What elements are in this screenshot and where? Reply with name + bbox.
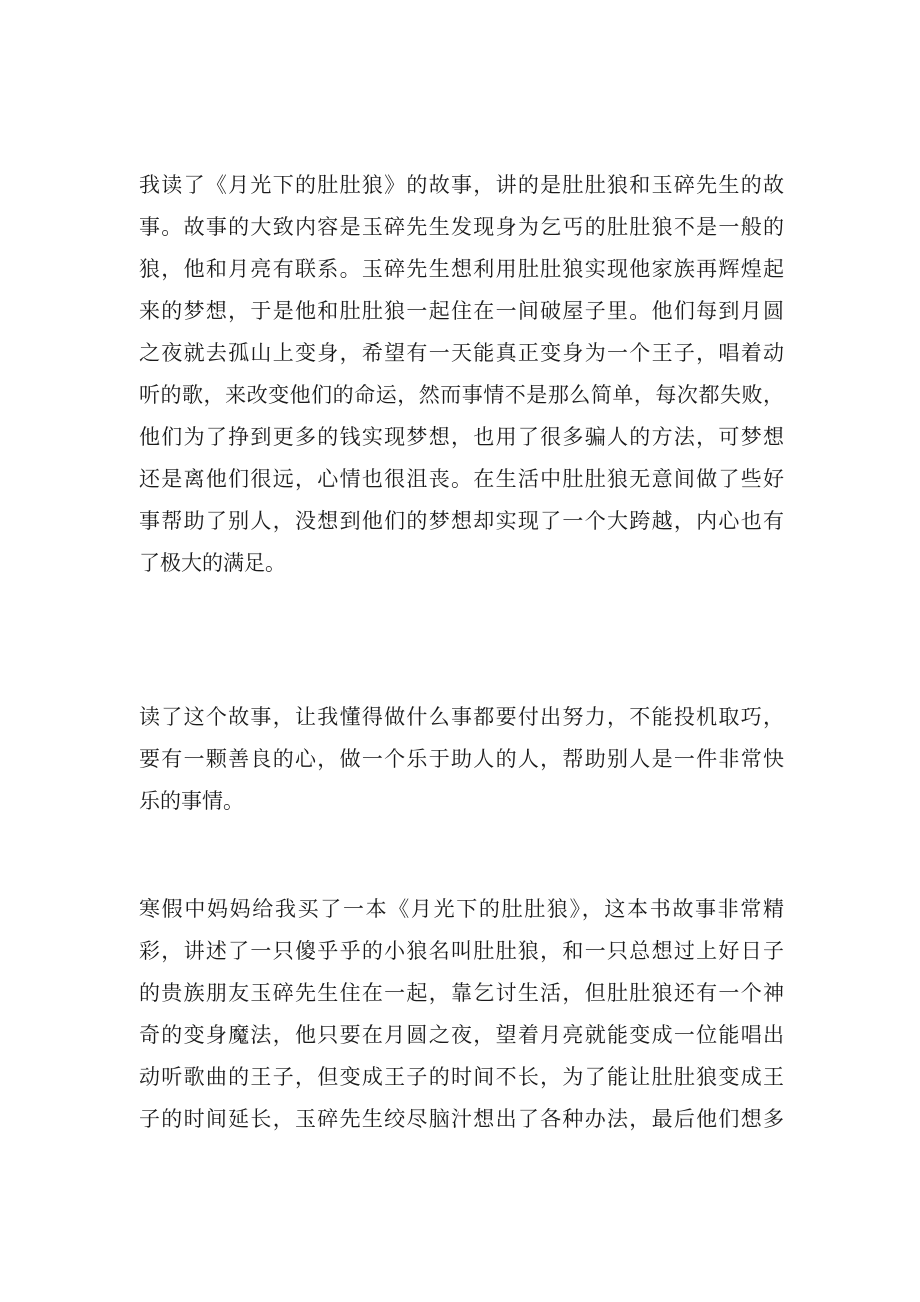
text-line: 了极大的满足。 bbox=[139, 551, 286, 575]
text-line: 乐的事情。 bbox=[139, 789, 244, 813]
text-line: 事帮助了别人，没想到他们的梦想却实现了一个大跨越，内心也有 bbox=[139, 509, 784, 533]
text-line: 我读了《月光下的肚肚狼》的故事，讲的是肚肚狼和玉碎先生的故 bbox=[139, 173, 784, 197]
text-line: 之夜就去孤山上变身，希望有一天能真正变身为一个王子，唱着动 bbox=[139, 341, 784, 365]
text-line: 彩，讲述了一只傻乎乎的小狼名叫肚肚狼，和一只总想过上好日子 bbox=[139, 939, 784, 963]
text-line: 听的歌，来改变他们的命运，然而事情不是那么简单，每次都失败， bbox=[139, 383, 784, 407]
paragraph-3 bbox=[139, 888, 784, 1140]
text-line: 来的梦想，于是他和肚肚狼一起住在一间破屋子里。他们每到月圆 bbox=[139, 299, 784, 323]
text-line: 动听歌曲的王子，但变成王子的时间不长，为了能让肚肚狼变成王 bbox=[139, 1065, 784, 1089]
text-line: 奇的变身魔法，他只要在月圆之夜，望着月亮就能变成一位能唱出 bbox=[139, 1023, 784, 1047]
text-line: 事。故事的大致内容是玉碎先生发现身为乞丐的肚肚狼不是一般的 bbox=[139, 215, 784, 239]
text-line: 的贵族朋友玉碎先生住在一起，靠乞讨生活，但肚肚狼还有一个神 bbox=[139, 981, 784, 1005]
paragraph-2 bbox=[139, 696, 784, 822]
text-line: 子的时间延长，玉碎先生绞尽脑汁想出了各种办法，最后他们想多 bbox=[139, 1107, 784, 1131]
text-line: 他们为了挣到更多的钱实现梦想，也用了很多骗人的方法，可梦想 bbox=[139, 425, 784, 449]
paragraph-1 bbox=[139, 164, 784, 584]
text-line: 寒假中妈妈给我买了一本《月光下的肚肚狼》，这本书故事非常精 bbox=[139, 897, 784, 921]
text-line: 狼，他和月亮有联系。玉碎先生想利用肚肚狼实现他家族再辉煌起 bbox=[139, 257, 784, 281]
text-line: 读了这个故事，让我懂得做什么事都要付出努力，不能投机取巧， bbox=[139, 705, 784, 729]
text-line: 要有一颗善良的心，做一个乐于助人的人，帮助别人是一件非常快 bbox=[139, 747, 784, 771]
text-line: 还是离他们很远，心情也很沮丧。在生活中肚肚狼无意间做了些好 bbox=[139, 467, 784, 491]
